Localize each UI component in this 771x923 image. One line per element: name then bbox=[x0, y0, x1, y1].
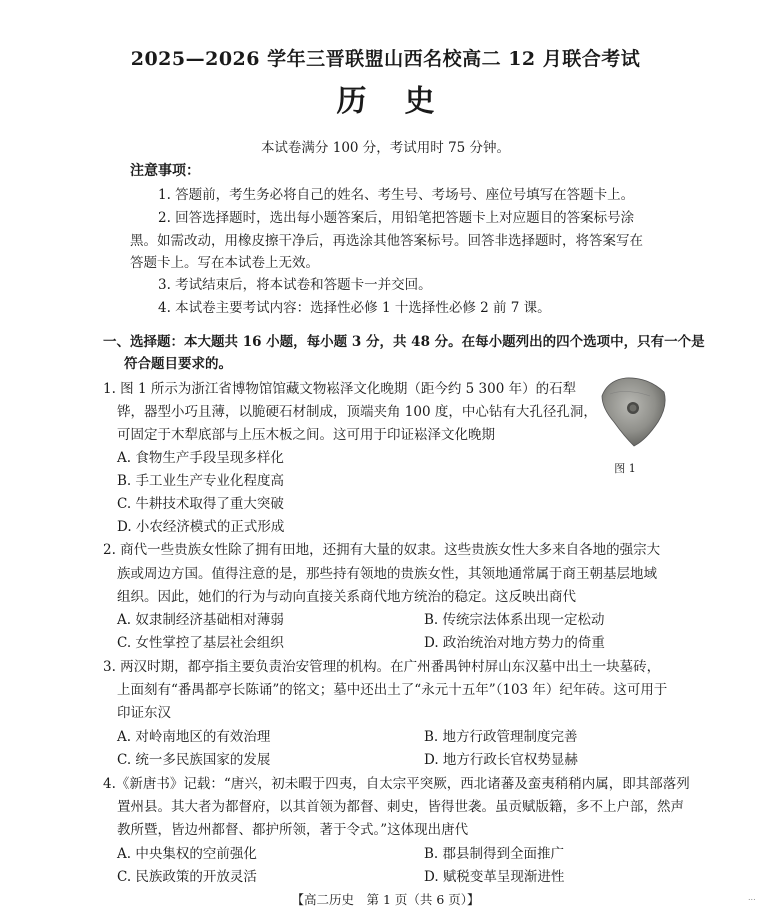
q4-stem-line-3: 教所暨，皆边州都督、都护所领，著于令式。”这体现出唐代 bbox=[117, 822, 469, 838]
q3-stem-line-1: 3. 两汉时期，都亭指主要负责治安管理的机构。在广州番禺钟村屏山东汉墓中出土一块墓砖， bbox=[103, 659, 661, 675]
q1-stem-line-2: 铧，器型小巧且薄，以脆硬石材制成，顶端夹角 100 度，中心钻有大孔径孔洞， bbox=[117, 404, 597, 420]
q2-stem-line-2: 族或周边方国。值得注意的是，那些持有领地的贵族女性，其领地通常属于商王朝基层地域 bbox=[117, 566, 657, 582]
page-footer: 【高二历史 第 1 页（共 6 页）】 bbox=[291, 892, 480, 907]
q2-stem-line-1: 2. 商代一些贵族女性除了拥有田地，还拥有大量的奴隶。这些贵族女性大多来自各地的强宗大 bbox=[103, 542, 661, 558]
q3-stem-line-2: 上面刻有“番禺都亭长陈诵”的铭文；墓中还出土了“永元十五年”（103 年）纪年砖。这可用于 bbox=[117, 682, 668, 698]
q3-option-c: C. 统一多民族国家的发展 bbox=[117, 752, 271, 768]
notice-line-6: 4. 本试卷主要考试内容：选择性必修 1 十选择性必修 2 前 7 课。 bbox=[158, 300, 551, 316]
q2-stem-line-3: 组织。因此，她们的行为与动向直接关系商代地方统治的稳定。这反映出商代 bbox=[117, 589, 576, 605]
notice-line-2: 2. 回答选择题时，选出每小题答案后，用铅笔把答题卡上对应题目的答案标号涂 bbox=[158, 210, 635, 226]
score-info: 本试卷满分 100 分，考试用时 75 分钟。 bbox=[260, 140, 511, 156]
q1-stem-line-3: 可固定于木犁底部与上压木板之间。这可用于印证崧泽文化晚期 bbox=[117, 427, 495, 443]
q1-option-b: B. 手工业生产专业化程度高 bbox=[117, 473, 285, 489]
exam-title: 2025—2026 学年三晋联盟山西名校高二 12 月联合考试 bbox=[130, 48, 641, 70]
q4-option-b: B. 郡县制得到全面推广 bbox=[424, 846, 565, 862]
q4-option-a: A. 中央集权的空前强化 bbox=[117, 846, 257, 862]
subject-title: 历史 bbox=[336, 84, 473, 119]
q2-option-a: A. 奴隶制经济基础相对薄弱 bbox=[117, 612, 284, 628]
section-heading-line-2: 符合题目要求的。 bbox=[124, 356, 232, 372]
q1-option-c: C. 牛耕技术取得了重大突破 bbox=[117, 496, 284, 512]
q1-option-d: D. 小农经济模式的正式形成 bbox=[117, 519, 285, 535]
q2-option-d: D. 政治统治对地方势力的倚重 bbox=[424, 635, 605, 651]
q2-option-b: B. 传统宗法体系出现一定松动 bbox=[424, 612, 605, 628]
q3-option-d: D. 地方行政长官权势显赫 bbox=[424, 752, 578, 768]
q4-stem-line-2: 置州县。其大者为都督府，以其首领为都督、刺史，皆得世袭。虽贡赋版籍，多不上户部，然声 bbox=[117, 799, 684, 815]
notice-line-5: 3. 考试结束后，将本试卷和答题卡一并交回。 bbox=[158, 277, 432, 293]
notice-line-3: 黑。如需改动，用橡皮擦干净后，再选涂其他答案标号。回答非选择题时，将答案写在 bbox=[130, 233, 643, 249]
q1-option-a: A. 食物生产手段呈现多样化 bbox=[117, 450, 284, 466]
notice-line-4: 答题卡上。写在本试卷上无效。 bbox=[130, 255, 319, 271]
q1-stem-line-1: 1. 图 1 所示为浙江省博物馆馆藏文物崧泽文化晚期（距今约 5 300 年）的石犁 bbox=[103, 381, 577, 397]
figure-1-caption: 图 1 bbox=[614, 462, 636, 475]
q4-stem-line-1: 4.《新唐书》记载：“唐兴，初未暇于四夷，自太宗平突厥，西北诸蕃及蛮夷稍稍内属，即其部落列 bbox=[103, 776, 690, 792]
q4-option-d: D. 赋税变革呈现渐进性 bbox=[424, 869, 565, 885]
notice-line-1: 1. 答题前，考生务必将自己的姓名、考生号、考场号、座位号填写在答题卡上。 bbox=[158, 187, 635, 203]
corner-mark: ... bbox=[748, 893, 756, 902]
notice-title: 注意事项： bbox=[130, 163, 200, 179]
q2-option-c: C. 女性掌控了基层社会组织 bbox=[117, 635, 284, 651]
q3-stem-line-3: 印证东汉 bbox=[117, 705, 171, 721]
q3-option-b: B. 地方行政管理制度完善 bbox=[424, 729, 578, 745]
q4-option-c: C. 民族政策的开放灵活 bbox=[117, 869, 257, 885]
stone-plough-image bbox=[596, 374, 670, 450]
q3-option-a: A. 对岭南地区的有效治理 bbox=[117, 729, 271, 745]
section-heading-line-1: 一、选择题：本大题共 16 小题，每小题 3 分，共 48 分。在每小题列出的四个选项中，只有一个是 bbox=[103, 334, 705, 350]
